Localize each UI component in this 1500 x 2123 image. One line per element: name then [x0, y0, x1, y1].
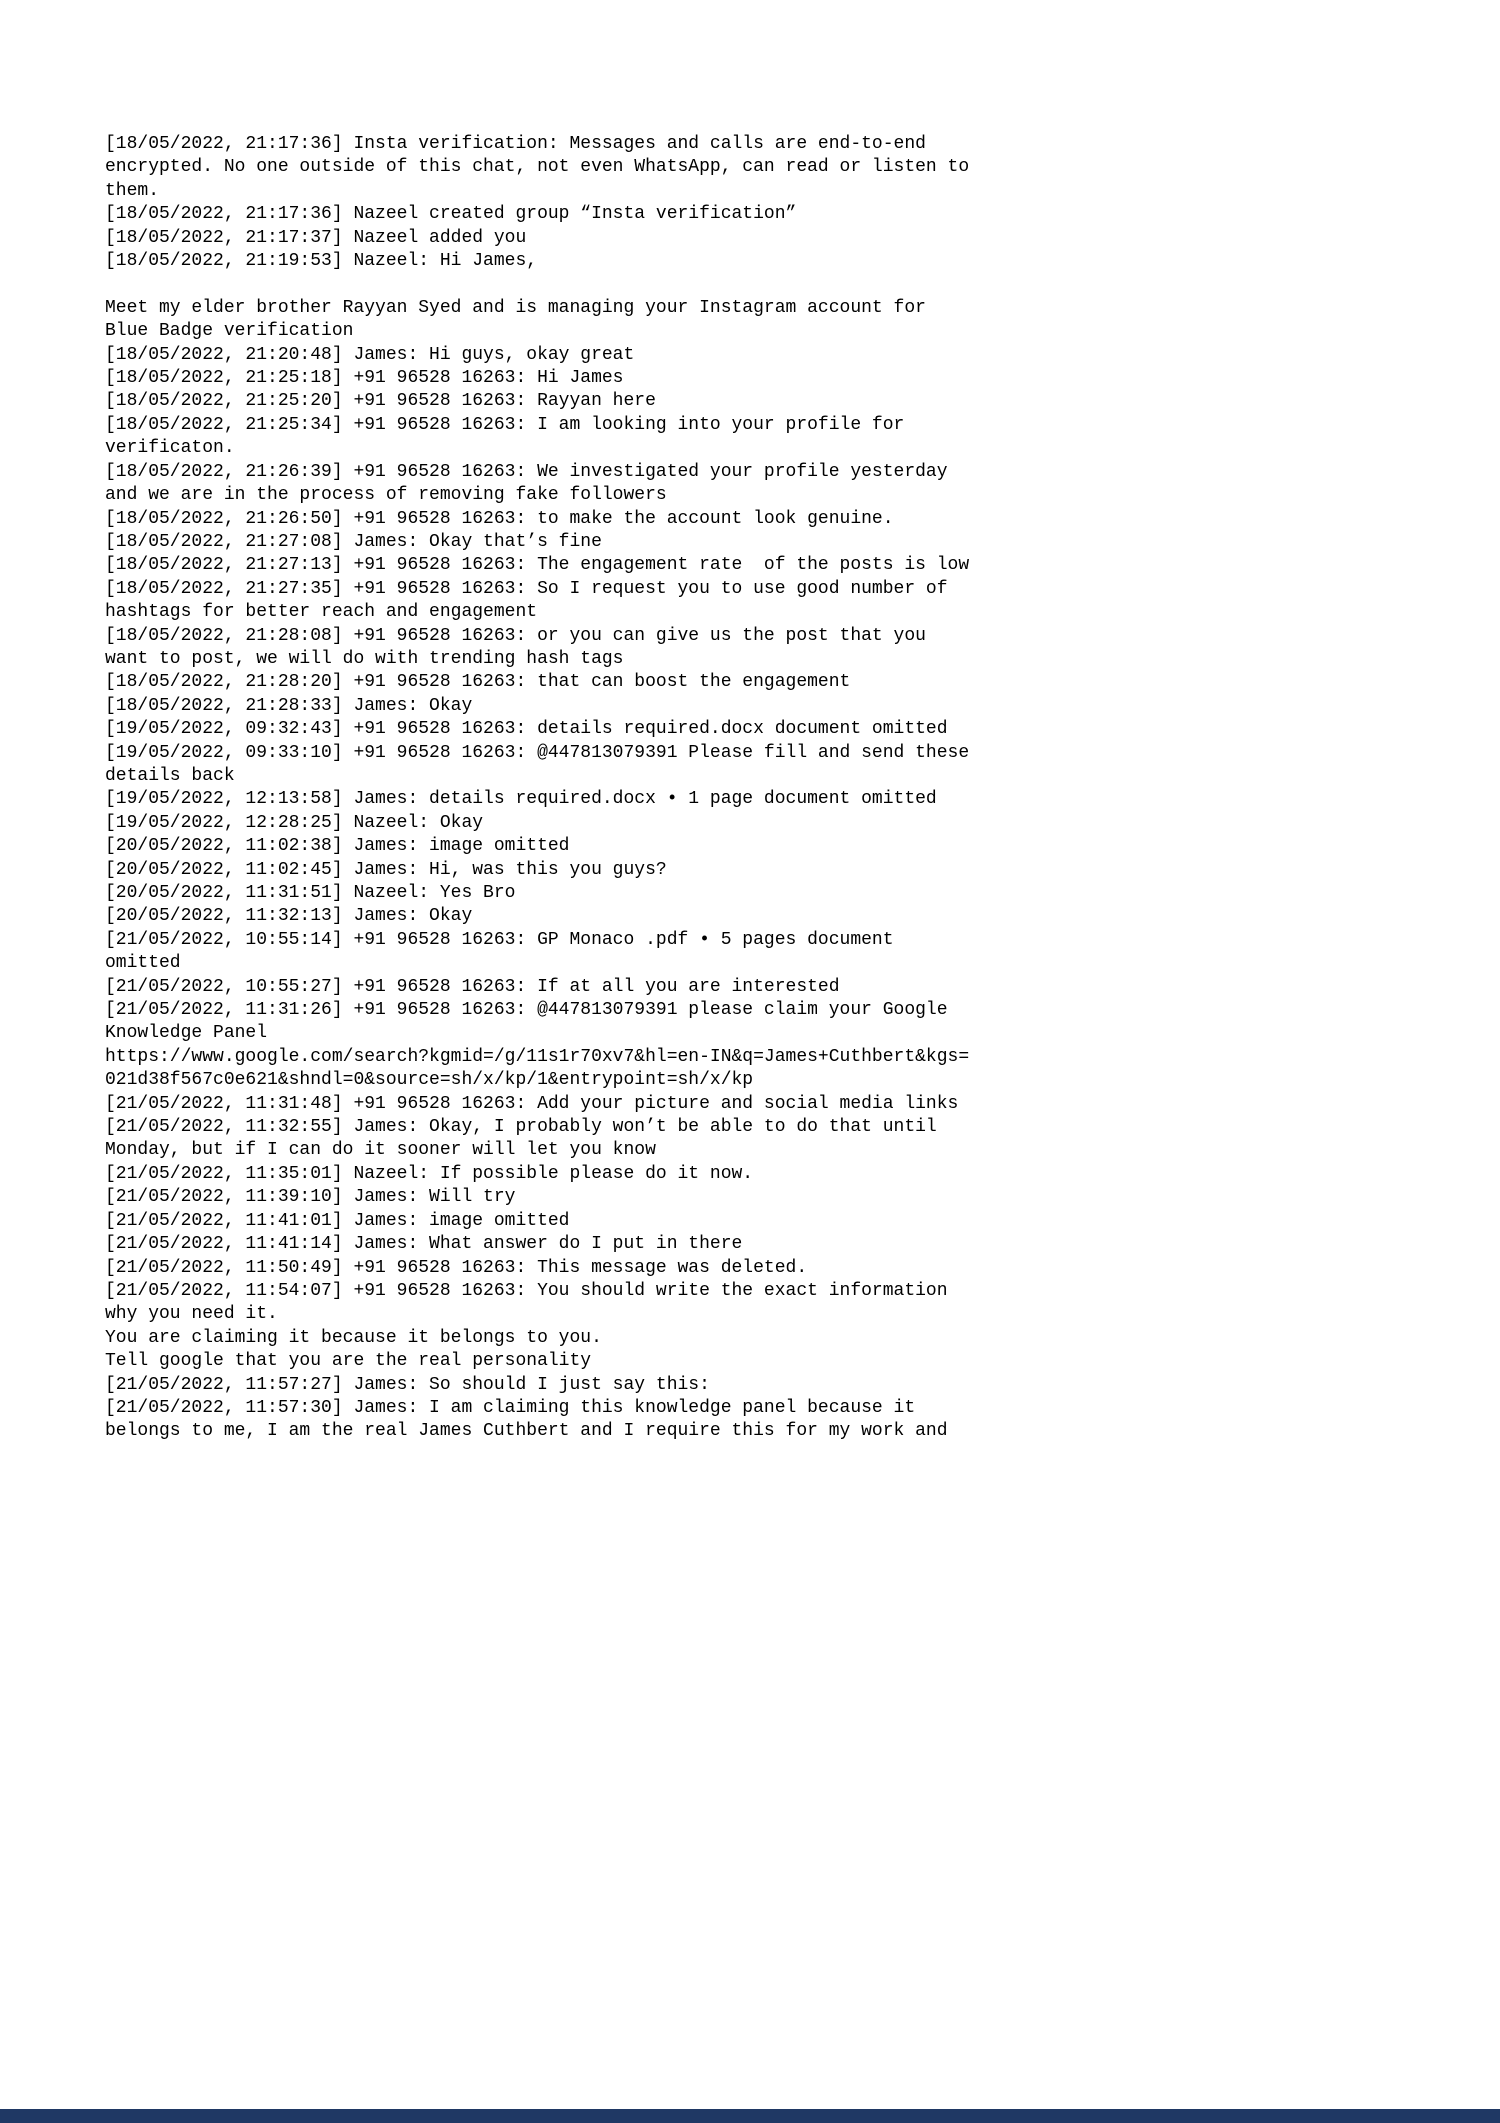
chat-line: [21/05/2022, 11:31:26] +91 96528 16263: @447813079391 please claim your Google [105, 1000, 948, 1021]
chat-line: [18/05/2022, 21:28:20] +91 96528 16263: that can boost the engagement [105, 672, 851, 693]
chat-line: and we are in the process of removing fake followers [105, 485, 667, 506]
chat-line: [18/05/2022, 21:25:20] +91 96528 16263: Rayyan here [105, 391, 656, 412]
chat-line: [18/05/2022, 21:25:18] +91 96528 16263: Hi James [105, 368, 624, 389]
chat-line: 021d38f567c0e621&shndl=0&source=sh/x/kp/1&entrypoint=sh/x/kp [105, 1070, 754, 1091]
chat-line: Monday, but if I can do it sooner will let you know [105, 1140, 656, 1161]
chat-line: [18/05/2022, 21:27:08] James: Okay that’s fine [105, 531, 602, 552]
chat-line: [20/05/2022, 11:31:51] Nazeel: Yes Bro [105, 883, 516, 903]
chat-line: omitted [105, 953, 181, 974]
chat-line: [21/05/2022, 11:54:07] +91 96528 16263: You should write the exact information [105, 1280, 948, 1301]
chat-line: Knowledge Panel [105, 1023, 268, 1044]
chat-line: why you need it. [105, 1304, 278, 1325]
chat-line: [20/05/2022, 11:02:38] James: image omitted [105, 836, 570, 857]
bottom-bar [0, 2109, 1500, 2123]
chat-line: want to post, we will do with trending hash tags [105, 648, 624, 669]
chat-line: Blue Badge verification [105, 321, 354, 342]
chat-line: [21/05/2022, 11:41:01] James: image omitted [105, 1210, 570, 1231]
chat-line: You are claiming it because it belongs to you. [105, 1327, 602, 1348]
chat-line: [19/05/2022, 12:13:58] James: details required.docx • 1 page document omitted [105, 789, 937, 810]
chat-line: [18/05/2022, 21:17:36] Nazeel created group “Insta verification” [105, 204, 797, 225]
chat-line: [21/05/2022, 11:35:01] Nazeel: If possible please do it now. [105, 1163, 754, 1184]
chat-line: [20/05/2022, 11:02:45] James: Hi, was this you guys? [105, 859, 667, 880]
chat-line: verificaton. [105, 438, 235, 459]
chat-line: hashtags for better reach and engagement [105, 602, 538, 623]
chat-line: details back [105, 765, 235, 786]
chat-line: [18/05/2022, 21:27:35] +91 96528 16263: So I request you to use good number of [105, 578, 948, 599]
chat-line: belongs to me, I am the real James Cuthbert and I require this for my work and [105, 1421, 948, 1442]
chat-line: [18/05/2022, 21:28:33] James: Okay [105, 695, 473, 716]
chat-line: [21/05/2022, 11:41:14] James: What answer do I put in there [105, 1234, 743, 1255]
chat-line: [18/05/2022, 21:25:34] +91 96528 16263: I am looking into your profile for [105, 414, 905, 435]
chat-line: [18/05/2022, 21:28:08] +91 96528 16263: or you can give us the post that you [105, 625, 926, 646]
chat-line: [21/05/2022, 11:39:10] James: Will try [105, 1187, 516, 1208]
chat-line: [18/05/2022, 21:26:39] +91 96528 16263: We investigated your profile yesterday [105, 461, 948, 482]
chat-line: [19/05/2022, 09:32:43] +91 96528 16263: details required.docx document omitted [105, 719, 948, 740]
chat-line: [21/05/2022, 11:31:48] +91 96528 16263: Add your picture and social media links [105, 1093, 959, 1114]
chat-line: Tell google that you are the real personality [105, 1351, 592, 1372]
chat-line: [21/05/2022, 11:32:55] James: Okay, I probably won’t be able to do that until [105, 1117, 937, 1138]
chat-line: [19/05/2022, 09:33:10] +91 96528 16263: @447813079391 Please fill and send these [105, 742, 970, 763]
chat-line: [21/05/2022, 11:57:30] James: I am claiming this knowledge panel because it [105, 1397, 916, 1418]
chat-line: [21/05/2022, 11:57:27] James: So should I just say this: [105, 1374, 710, 1395]
chat-line: [21/05/2022, 11:50:49] +91 96528 16263: This message was deleted. [105, 1257, 808, 1278]
chat-line: [18/05/2022, 21:19:53] Nazeel: Hi James, [105, 251, 538, 272]
chat-line: them. [105, 180, 160, 201]
chat-line: [21/05/2022, 10:55:27] +91 96528 16263: If at all you are interested [105, 976, 840, 997]
chat-line: encrypted. No one outside of this chat, not even WhatsApp, can read or listen to [105, 157, 970, 178]
chat-line: [19/05/2022, 12:28:25] Nazeel: Okay [105, 812, 484, 833]
chat-line: [18/05/2022, 21:27:13] +91 96528 16263: The engagement rate of the posts is low [105, 555, 970, 576]
chat-line [105, 273, 1025, 296]
chat-line: [18/05/2022, 21:17:37] Nazeel added you [105, 227, 527, 248]
chat-line: [18/05/2022, 21:26:50] +91 96528 16263: to make the account look genuine. [105, 508, 894, 529]
chat-line: [18/05/2022, 21:17:36] Insta verification: Messages and calls are end-to-end [105, 134, 926, 154]
chat-transcript [105, 133, 1025, 1444]
chat-line: [18/05/2022, 21:20:48] James: Hi guys, okay great [105, 344, 635, 365]
chat-line: [20/05/2022, 11:32:13] James: Okay [105, 906, 473, 927]
chat-line: Meet my elder brother Rayyan Syed and is managing your Instagram account for [105, 297, 926, 318]
chat-line: https://www.google.com/search?kgmid=/g/11s1r70xv7&hl=en-IN&q=James+Cuthbert&kgs= [105, 1046, 970, 1067]
chat-line: [21/05/2022, 10:55:14] +91 96528 16263: GP Monaco .pdf • 5 pages document [105, 929, 894, 950]
